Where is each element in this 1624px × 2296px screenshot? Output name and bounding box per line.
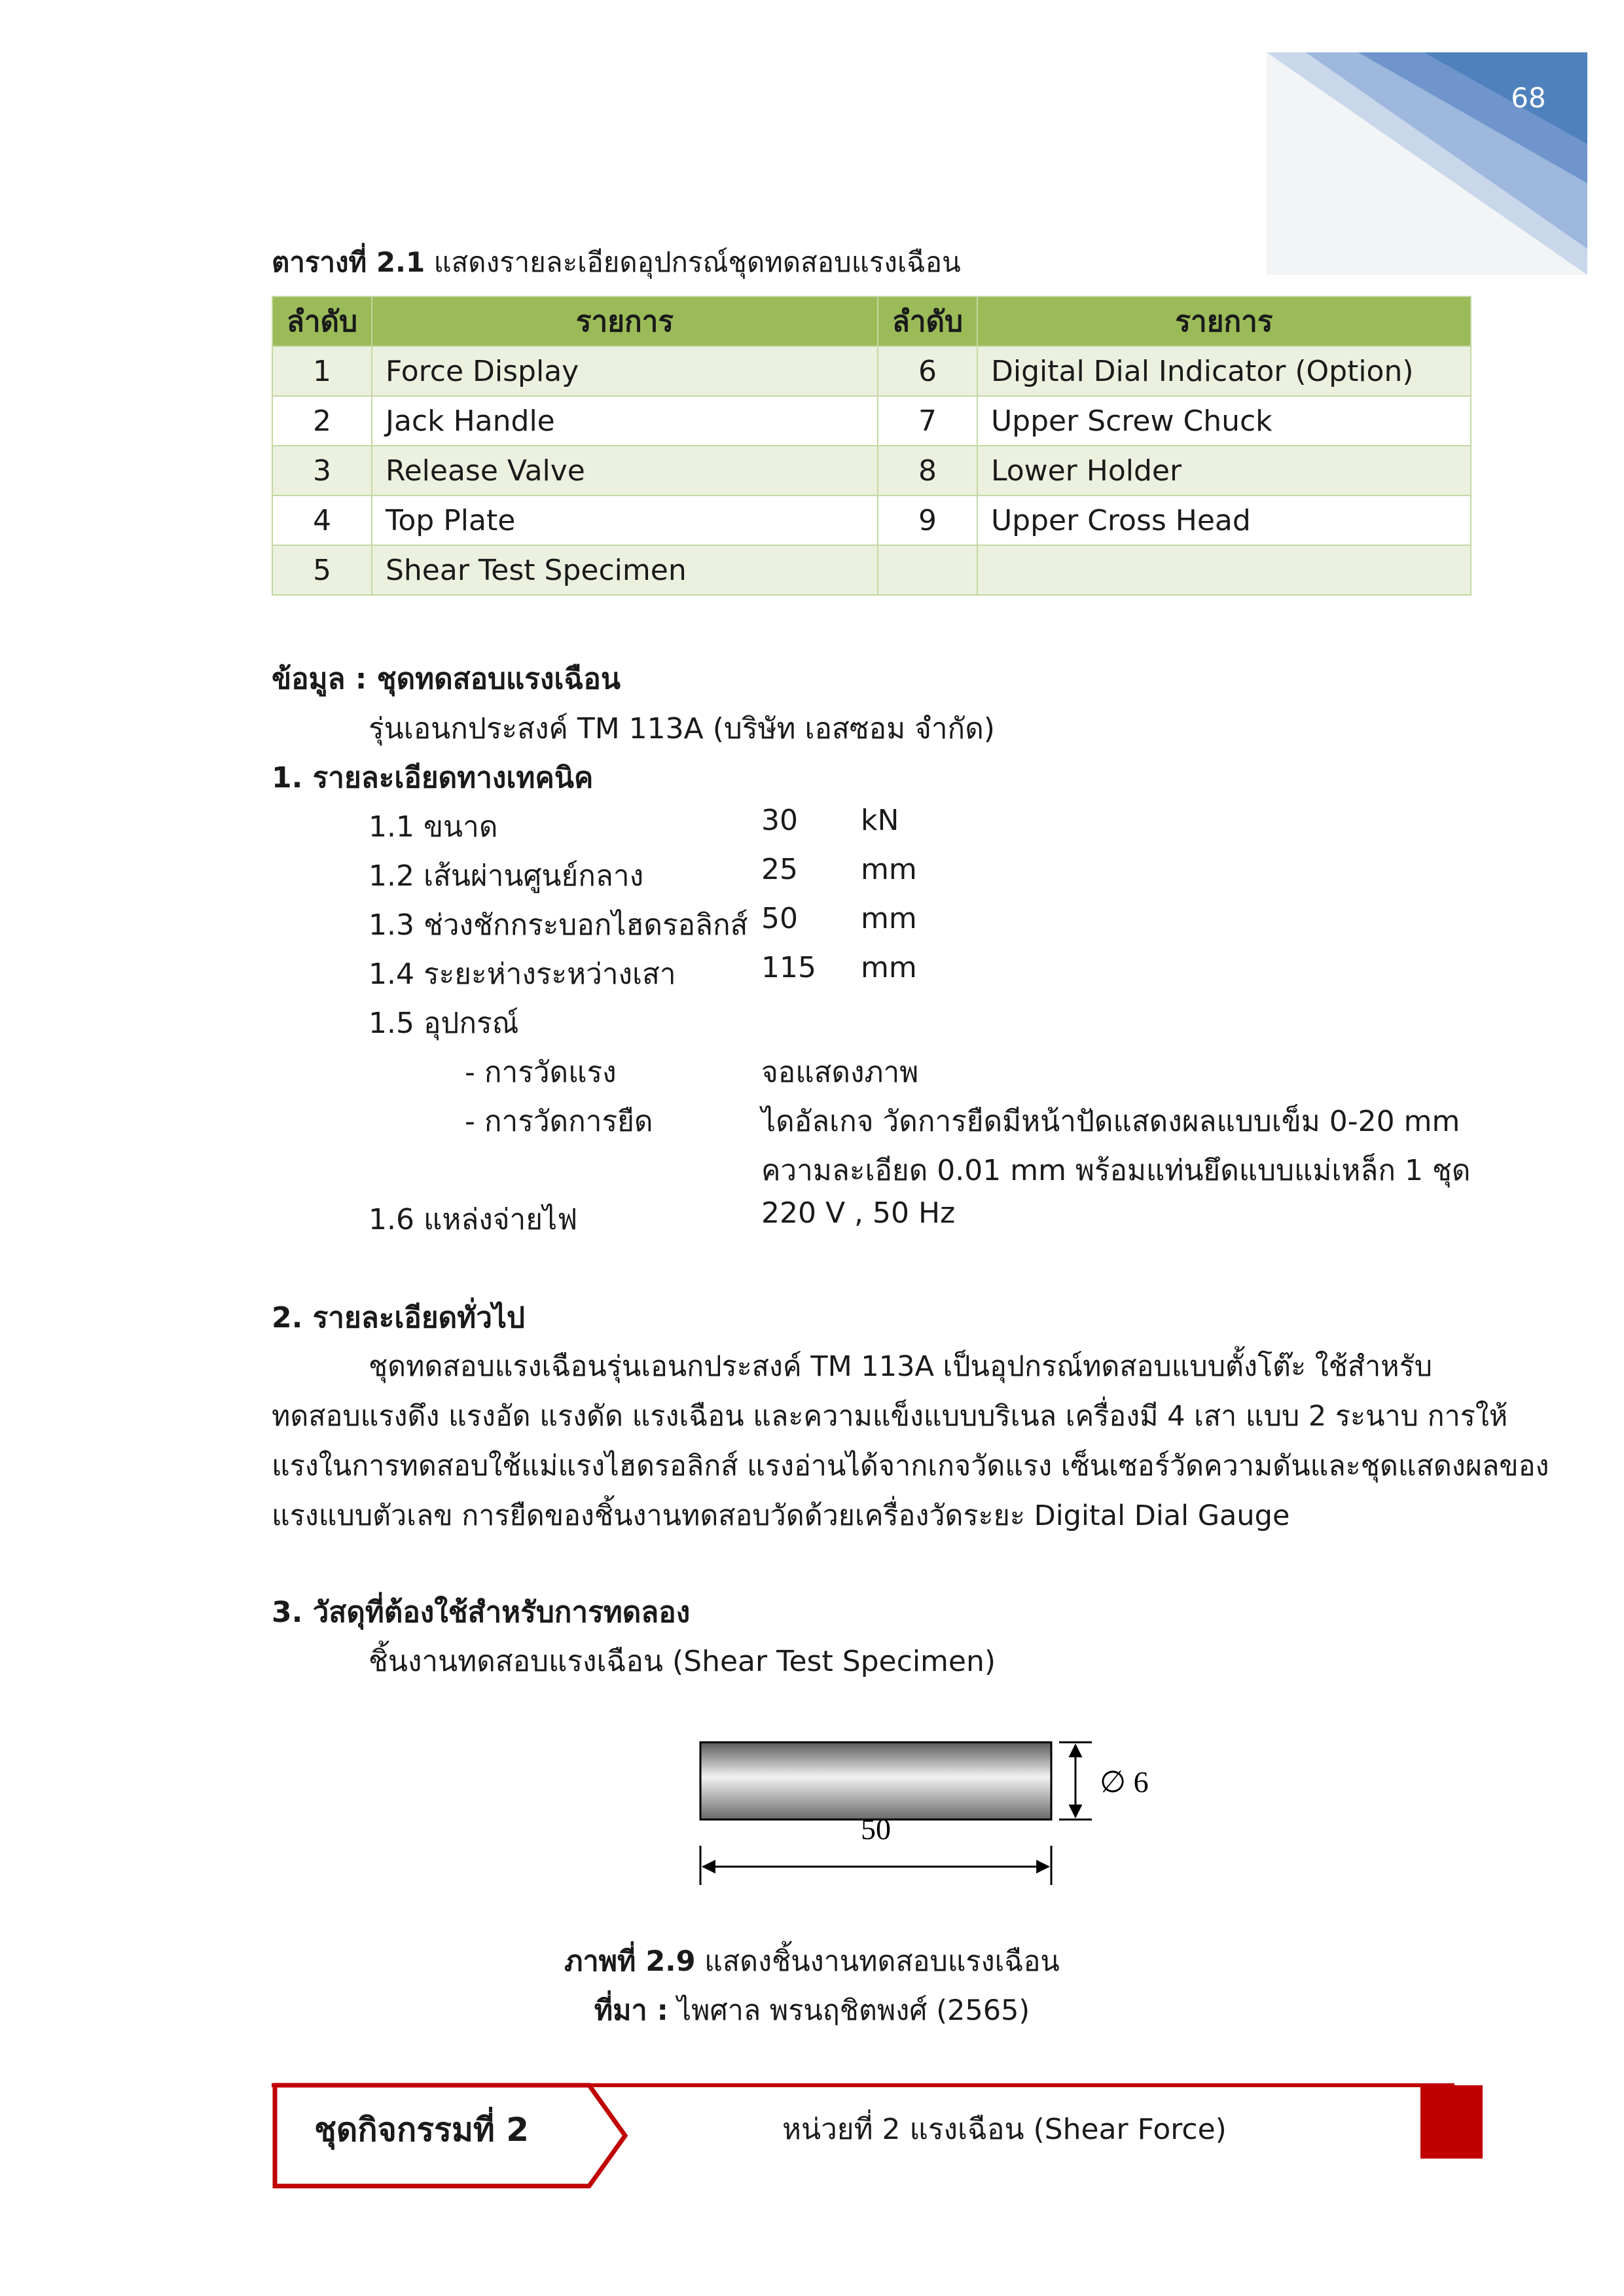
table-caption-text: แสดงรายละเอียดอุปกรณ์ชุดทดสอบแรงเฉือน — [433, 246, 961, 278]
table-header-item: รายการ — [372, 296, 878, 346]
table-cell: 2 — [272, 396, 372, 446]
figure-source-label: ที่มา : — [594, 1994, 668, 2027]
table-cell: Upper Screw Chuck — [977, 396, 1471, 446]
table-cell: 6 — [878, 346, 977, 396]
table-cell: Upper Cross Head — [977, 495, 1471, 545]
footer-unit: หน่วยที่ 2 แรงเฉือน (Shear Force) — [782, 2113, 1227, 2146]
info-heading: ข้อมูล : ชุดทดสอบแรงเฉือน — [272, 662, 621, 696]
spec-label: 1.2 เส้นผ่านศูนย์กลาง — [369, 859, 644, 893]
spec-label: 1.5 อุปกรณ์ — [369, 1007, 519, 1040]
table-caption — [272, 241, 961, 284]
table-cell: Top Plate — [372, 495, 878, 545]
table-cell: Jack Handle — [372, 396, 878, 446]
spec-unit: mm — [861, 902, 917, 935]
section3-heading: 3. วัสดุที่ต้องใช้สำหรับการทดลอง — [272, 1596, 691, 1629]
spec-value: 50 — [761, 902, 798, 935]
table-cell: 4 — [272, 495, 372, 545]
paragraph-line: แรงในการทดสอบใช้แม่แรงไฮดรอลิกส์ แรงอ่านได้จากเกจวัดแรง เซ็นเซอร์วัดความดันและชุดแสดงผลของ — [272, 1450, 1549, 1482]
page-number: 68 — [1511, 82, 1546, 114]
table-cell — [878, 545, 977, 595]
figure-label: ภาพที่ 2.9 — [564, 1945, 696, 1978]
spec-sub-value: ไดอัลเกจ วัดการยืดมีหน้าปัดแสดงผลแบบเข็ม 0-20 mm — [761, 1105, 1460, 1138]
spec-unit: mm — [861, 853, 917, 886]
table-header-item: รายการ — [977, 296, 1471, 346]
table-cell: Lower Holder — [977, 446, 1471, 495]
spec-unit: kN — [861, 804, 899, 837]
length-label: 50 — [861, 1812, 891, 1846]
diameter-label: ∅ 6 — [1100, 1765, 1149, 1799]
specimen-rod — [700, 1742, 1051, 1820]
spec-label: 1.4 ระยะห่างระหว่างเสา — [369, 958, 676, 991]
table-cell: 3 — [272, 446, 372, 495]
spec-label: 1.6 แหล่งจ่ายไฟ — [369, 1203, 578, 1236]
specimen-diagram — [681, 1728, 1178, 1931]
table-cell — [977, 545, 1471, 595]
table-header-order: ลำดับ — [878, 296, 977, 346]
table-row — [272, 495, 1471, 545]
spec-sub-value: ความละเอียด 0.01 mm พร้อมแท่นยึดแบบแม่เหล็ก 1 ชุด — [761, 1154, 1471, 1187]
table-header-order: ลำดับ — [272, 296, 372, 346]
spec-label: 1.3 ช่วงชักกระบอกไฮดรอลิกส์ — [369, 908, 748, 942]
table-cell: 8 — [878, 446, 977, 495]
spec-sub-label: - การวัดการยืด — [465, 1105, 653, 1138]
figure-source-text: ไพศาล พรนฤชิตพงศ์ (2565) — [677, 1994, 1030, 2027]
table-cell: Digital Dial Indicator (Option) — [977, 346, 1471, 396]
table-row — [272, 545, 1471, 595]
section2-paragraph — [272, 1342, 1549, 1541]
info-model: รุ่นเอนกประสงค์ TM 113A (บริษัท เอสซอม จำกัด) — [369, 712, 995, 745]
figure-caption-text: แสดงชิ้นงานทดสอบแรงเฉือน — [704, 1945, 1060, 1978]
table-cell: Shear Test Specimen — [372, 545, 878, 595]
table-cell: 1 — [272, 346, 372, 396]
table-cell: Release Valve — [372, 446, 878, 495]
table-cell: 9 — [878, 495, 977, 545]
spec-sub-label: - การวัดแรง — [465, 1056, 617, 1089]
table-row — [272, 346, 1471, 396]
table-cell: Force Display — [372, 346, 878, 396]
section1-heading: 1. รายละเอียดทางเทคนิค — [272, 761, 594, 795]
spec-value: 115 — [761, 951, 816, 984]
table-cell: 7 — [878, 396, 977, 446]
footer-activity: ชุดกิจกรรมที่ 2 — [314, 2111, 530, 2149]
table-header-row — [272, 296, 1471, 346]
spec-value: 220 V , 50 Hz — [761, 1196, 956, 1230]
spec-unit: mm — [861, 951, 917, 984]
paragraph-line: ชุดทดสอบแรงเฉือนรุ่นเอนกประสงค์ TM 113A เป็นอุปกรณ์ทดสอบแบบตั้งโต๊ะ ใช้สำหรับ — [369, 1350, 1433, 1383]
table-row — [272, 446, 1471, 495]
equipment-table — [272, 296, 1471, 596]
figure-source — [0, 1988, 1624, 2032]
spec-label: 1.1 ขนาด — [369, 810, 498, 844]
spec-value: 25 — [761, 853, 798, 886]
paragraph-line: ทดสอบแรงดึง แรงอัด แรงดัด แรงเฉือน และความแข็งแบบบริเนล เครื่องมี 4 เสา แบบ 2 ระนาบ การให้ — [272, 1400, 1508, 1433]
spec-sub-value: จอแสดงภาพ — [761, 1056, 919, 1089]
table-caption-label: ตารางที่ 2.1 — [272, 246, 425, 278]
paragraph-line: แรงแบบตัวเลข การยืดของชิ้นงานทดสอบวัดด้วยเครื่องวัดระยะ Digital Dial Gauge — [272, 1499, 1290, 1532]
section3-text: ชิ้นงานทดสอบแรงเฉือน (Shear Test Specimen) — [369, 1645, 996, 1678]
table-row — [272, 396, 1471, 446]
section2-heading: 2. รายละเอียดทั่วไป — [272, 1301, 525, 1335]
spec-value: 30 — [761, 804, 798, 837]
footer-red-block — [1420, 2085, 1483, 2159]
table-cell: 5 — [272, 545, 372, 595]
figure-caption — [0, 1939, 1624, 1983]
